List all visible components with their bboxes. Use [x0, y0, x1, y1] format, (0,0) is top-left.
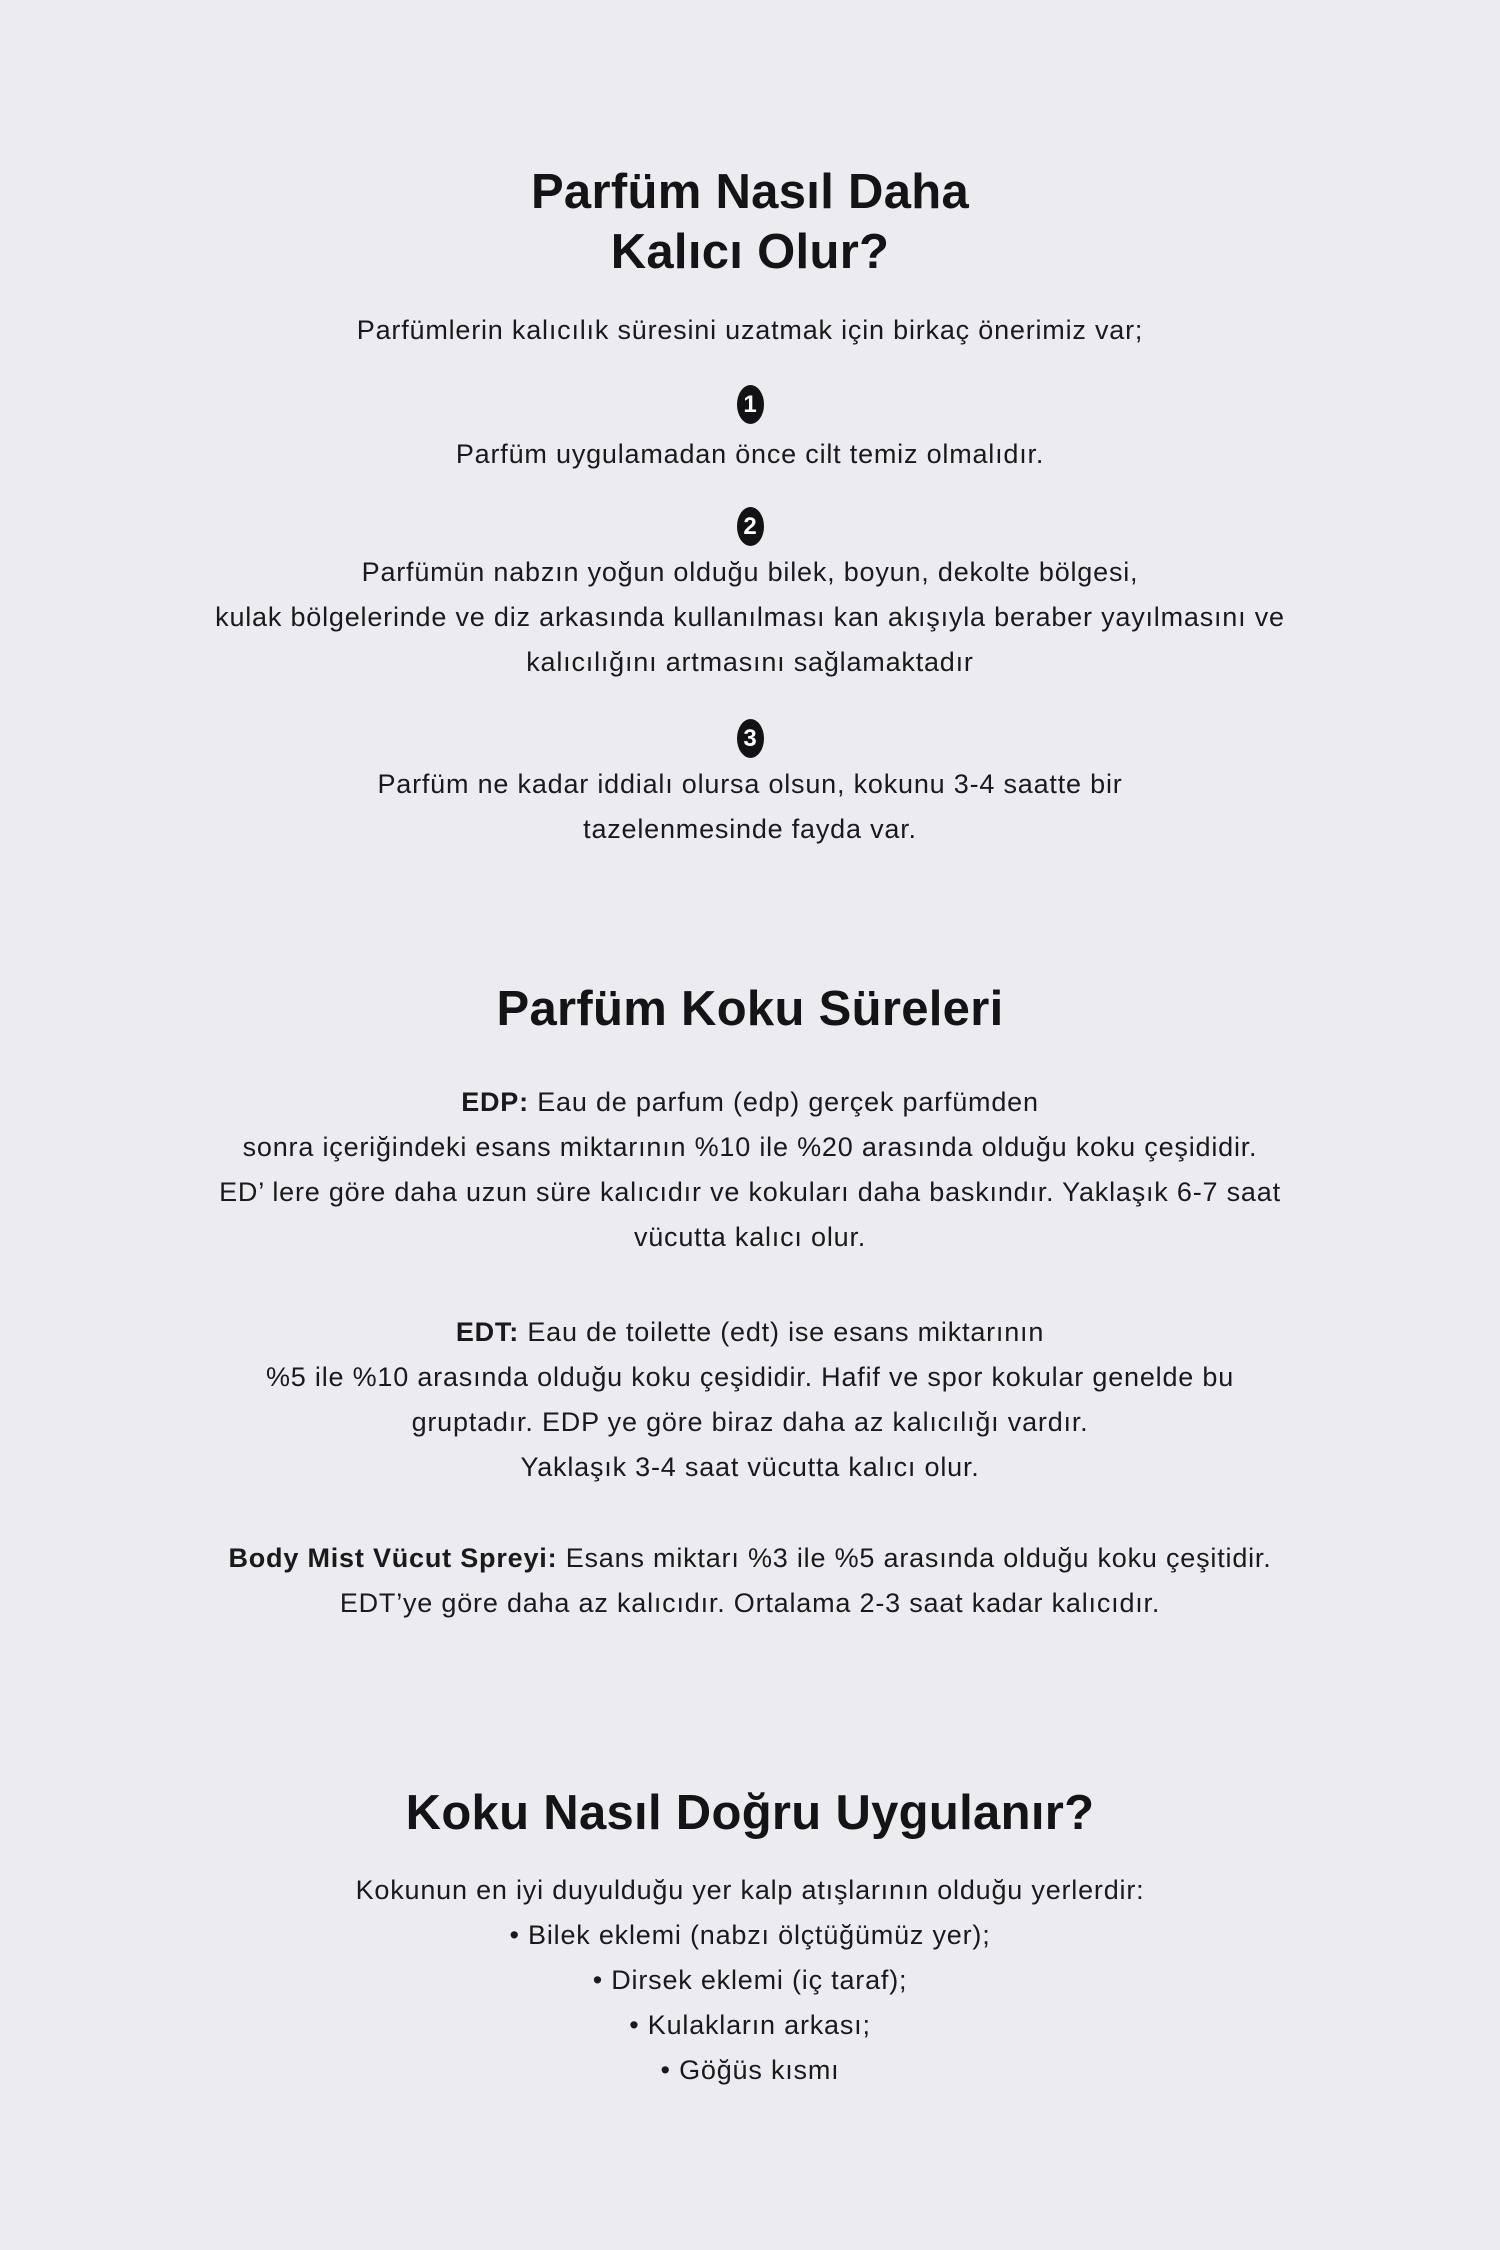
edt-line-1: [0, 1310, 1500, 1355]
edp-line-1-rest: Eau de parfum (edp) gerçek parfümden: [537, 1087, 1039, 1117]
page-title-line-2: Kalıcı Olur?: [610, 225, 890, 279]
tip-2-line-3: kalıcılığını artmasını sağlamaktadır: [526, 647, 974, 677]
edp-line-2: sonra içeriğindeki esans miktarının %10 ile %20 arasında olduğu koku çeşididir.: [242, 1132, 1258, 1162]
edt-line-1-rest: Eau de toilette (edt) ise esans miktarının: [527, 1317, 1045, 1347]
tip-item-2: [0, 507, 1500, 685]
body-mist-line-2: EDT’ye göre daha az kalıcıdır. Ortalama 2-3 saat kadar kalıcıdır.: [339, 1588, 1161, 1618]
edp-line-4: vücutta kalıcı olur.: [633, 1222, 867, 1252]
tip-3-line-1: Parfüm ne kadar iddialı olursa olsun, kokunu 3-4 saatte bir: [377, 769, 1123, 799]
edt-line-3: gruptadır. EDP ye göre biraz daha az kalıcılığı vardır.: [411, 1407, 1089, 1437]
edp-label: EDP:: [461, 1087, 529, 1117]
tip-item-1: [0, 385, 1500, 477]
tip-1-number-badge: 1: [737, 385, 764, 424]
bullet-behind-ears: • Kulakların arkası;: [629, 2010, 871, 2040]
durations-title: Parfüm Koku Süreleri: [496, 982, 1004, 1036]
tip-1-text: [0, 432, 1500, 477]
tip-2-line-1: Parfümün nabzın yoğun olduğu bilek, boyun, dekolte bölgesi,: [361, 557, 1139, 587]
bullet-wrist: • Bilek eklemi (nabzı ölçtüğümüz yer);: [509, 1920, 991, 1950]
tip-3-line-2: tazelenmesinde fayda var.: [583, 814, 917, 844]
tip-3-number-badge: 3: [737, 719, 764, 758]
edt-line-2: %5 ile %10 arasında olduğu koku çeşididir. Hafif ve spor kokular genelde bu: [265, 1362, 1235, 1392]
edp-line-3: ED’ lere göre daha uzun süre kalıcıdır ve kokuları daha baskındır. Yaklaşık 6-7 saat: [219, 1177, 1281, 1207]
bullet-chest: • Göğüs kısmı: [660, 2055, 840, 2085]
section-application: [0, 1782, 1500, 2093]
application-intro: Kokunun en iyi duyulduğu yer kalp atışlarının olduğu yerlerdir:: [355, 1875, 1145, 1905]
page-title: [0, 162, 1500, 282]
body-mist-paragraph: [0, 1536, 1500, 1626]
body-mist-line-1: [0, 1536, 1500, 1581]
body-mist-label: Body Mist Vücut Spreyi:: [228, 1543, 558, 1573]
edt-label: EDT:: [455, 1317, 520, 1347]
page-title-line-1: Parfüm Nasıl Daha: [530, 165, 970, 219]
edt-line-4: Yaklaşık 3-4 saat vücutta kalıcı olur.: [520, 1452, 980, 1482]
tip-2-text: [0, 550, 1500, 685]
edt-paragraph: [0, 1310, 1500, 1490]
tip-3-text: [0, 762, 1500, 852]
section-longevity: [0, 162, 1500, 852]
longevity-subtitle: Parfümlerin kalıcılık süresini uzatmak için birkaç önerimiz var;: [356, 315, 1144, 345]
bullet-elbow: • Dirsek eklemi (iç taraf);: [592, 1965, 908, 1995]
application-points-list: [0, 1913, 1500, 2093]
tip-1-line-1: Parfüm uygulamadan önce cilt temiz olmalıdır.: [455, 439, 1045, 469]
tip-2-line-2: kulak bölgelerinde ve diz arkasında kullanılması kan akışıyla beraber yayılmasını ve: [215, 602, 1285, 632]
edp-paragraph: [0, 1080, 1500, 1260]
application-title: Koku Nasıl Doğru Uygulanır?: [405, 1786, 1095, 1840]
edp-line-1: [0, 1080, 1500, 1125]
section-durations: [0, 978, 1500, 1626]
tip-2-number-badge: 2: [737, 507, 764, 546]
body-mist-line-1-rest: Esans miktarı %3 ile %5 arasında olduğu koku çeşitidir.: [565, 1543, 1272, 1573]
tip-item-3: [0, 719, 1500, 852]
